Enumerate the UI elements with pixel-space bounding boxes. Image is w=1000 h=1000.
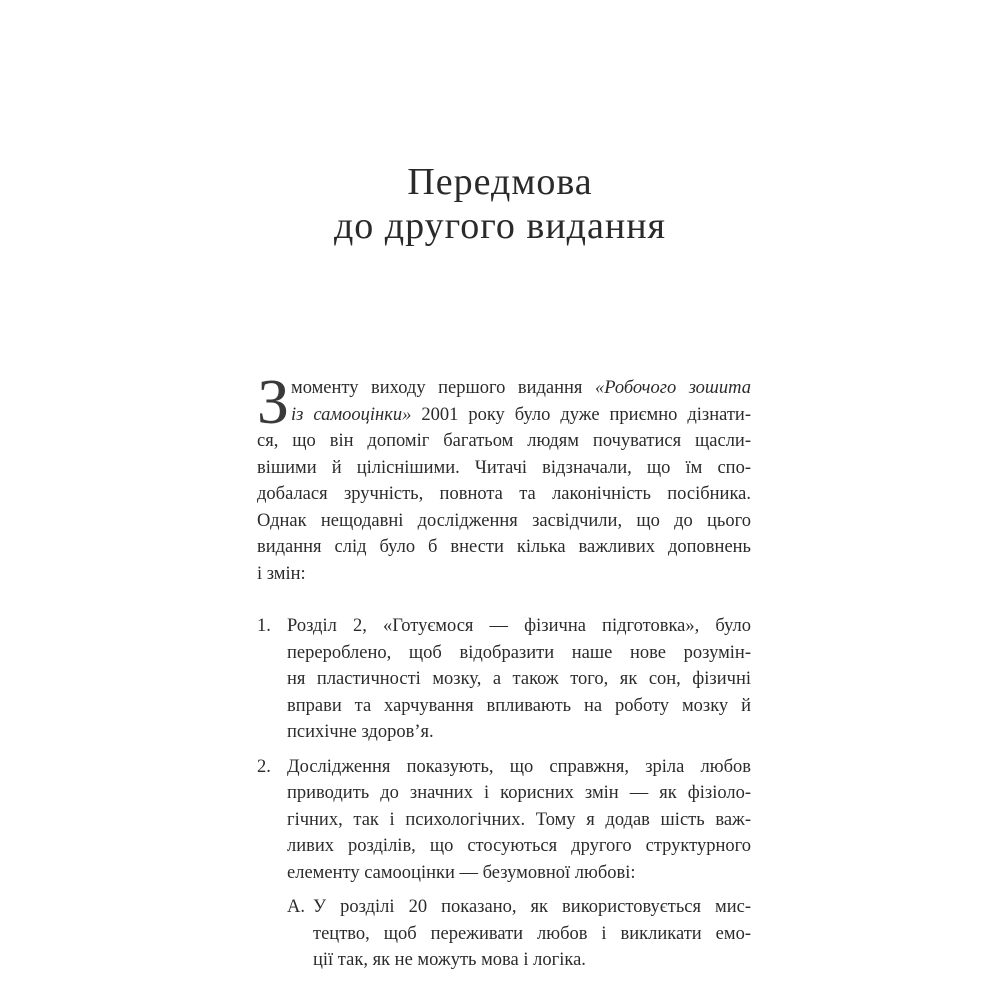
text-span: моменту виходу першого видання bbox=[291, 378, 595, 398]
text-line: ції так, як не можуть мова і логіка. bbox=[313, 950, 586, 970]
sub-list-item bbox=[257, 894, 751, 974]
text-line bbox=[257, 375, 751, 402]
text-line: ся, що він допоміг багатьом людям почуватися щасли- bbox=[257, 431, 751, 451]
text-line: тецтво, щоб переживати любов і викликати емо- bbox=[313, 923, 751, 944]
text-line: приводить до значних і корисних змін — як фізіоло- bbox=[287, 783, 751, 803]
text-line: вправи та харчування впливають на роботу мозку й bbox=[287, 695, 751, 716]
list-number: 2. bbox=[257, 756, 271, 777]
text-line: елементу самооцінки — безумовної любові: bbox=[287, 862, 636, 883]
text-line: ня пластичності мозку, а також того, як сон, фізичні bbox=[287, 669, 751, 689]
book-title-italic: із самооцінки» bbox=[291, 404, 412, 425]
text-line: Однак нещодавні дослідження засвідчили, що до цього bbox=[257, 510, 751, 531]
text-line: перероблено, щоб відобразити наше нове розумін- bbox=[287, 642, 751, 663]
text-line: і змін: bbox=[257, 563, 306, 584]
list-item bbox=[257, 613, 751, 746]
text-line: Розділ 2, «Готуємося — фізична підготовка», було bbox=[287, 616, 751, 636]
text-span: 2001 року було дуже приємно дізнати- bbox=[411, 404, 751, 425]
text-line: У розділі 20 показано, як використовується мис- bbox=[313, 897, 751, 917]
drop-cap: З bbox=[257, 366, 290, 437]
list-number: 1. bbox=[257, 616, 271, 636]
text-line: видання слід було б внести кілька важливих доповнень bbox=[257, 537, 751, 557]
title-line-2: до другого видання bbox=[333, 205, 667, 247]
book-title-italic: «Робочого зошита bbox=[594, 378, 751, 398]
body-text bbox=[257, 366, 751, 974]
numbered-list bbox=[257, 613, 751, 974]
text-line: психічне здоров’я. bbox=[287, 722, 434, 742]
text-line: добалася зручність, повнота та лаконічність посібника. bbox=[257, 484, 751, 504]
sub-list-letter: А. bbox=[287, 897, 305, 917]
text-line: вішими й ціліснішими. Читачі відзначали, що їм спо- bbox=[257, 457, 751, 478]
text-line: гічних, так і психологічних. Тому я додав шість важ- bbox=[287, 809, 751, 830]
intro-paragraph bbox=[257, 366, 751, 587]
text-line: Дослідження показують, що справжня, зріла любов bbox=[287, 756, 751, 777]
text-line: ливих розділів, що стосуються другого структурного bbox=[287, 836, 751, 856]
page-title bbox=[0, 160, 1000, 248]
text-line bbox=[257, 402, 751, 429]
title-line-1: Передмова bbox=[407, 161, 593, 203]
list-item bbox=[257, 754, 751, 887]
